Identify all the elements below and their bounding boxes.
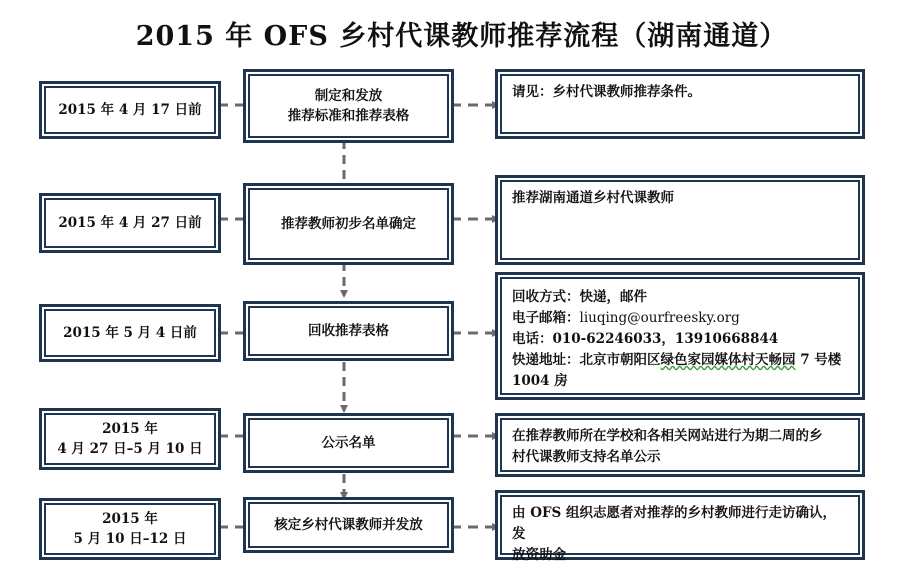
note-text: 请见：乡村代课教师推荐条件。 — [512, 84, 701, 100]
step-text: 核定乡村代课教师并发放 — [274, 517, 423, 533]
date-text: 2015 年 5 月 4 日前 — [63, 325, 197, 341]
date-text: 2015 年 — [102, 421, 158, 437]
date-box-4 — [44, 413, 216, 465]
note-box-1 — [500, 74, 860, 134]
note-box-2 — [500, 180, 860, 260]
email-label: 电子邮箱： — [512, 310, 580, 326]
date-text: 4 月 27 日–5 月 10 日 — [57, 441, 203, 457]
address-tail: 7 号楼 — [795, 352, 842, 368]
note-text: 由 OFS 组织志愿者对推荐的乡村教师进行走访确认，发 — [512, 505, 836, 542]
date-box-5 — [44, 503, 216, 555]
address-room: 1004 房 — [512, 373, 568, 389]
contact-box — [500, 277, 860, 395]
note-text: 推荐湖南通道乡村代课教师 — [512, 190, 674, 206]
date-text: 2015 年 4 月 27 日前 — [58, 215, 202, 231]
step-box-3 — [248, 306, 449, 356]
date-box-3 — [44, 309, 216, 357]
step-box-2 — [248, 188, 449, 260]
date-box-2 — [44, 198, 216, 248]
address-label: 快递地址：北京市朝阳区 — [512, 352, 661, 368]
email-address: liuqing@ourfreesky.org — [579, 310, 740, 326]
date-text: 2015 年 4 月 17 日前 — [58, 102, 202, 118]
date-box-1 — [44, 86, 216, 134]
step-text: 制定和发放 — [314, 88, 383, 104]
page-title: 2015 年 OFS 乡村代课教师推荐流程（湖南通道） — [135, 21, 788, 52]
note-box-5 — [500, 495, 860, 563]
date-text: 5 月 10 日–12 日 — [73, 531, 187, 547]
email-line — [512, 308, 848, 329]
step-text: 回收推荐表格 — [308, 323, 389, 339]
address-underlined: 绿色家园媒体村天畅园 — [660, 352, 796, 368]
note-box-4 — [500, 418, 860, 472]
phone-line: 电话：010-62246033，13910668844 — [512, 331, 779, 347]
note-text: 在推荐教师所在学校和各相关网站进行为期二周的乡 — [512, 428, 823, 444]
step-box-5 — [248, 502, 449, 548]
step-text: 推荐标准和推荐表格 — [287, 108, 410, 124]
note-text: 村代课教师支持名单公示 — [512, 449, 661, 465]
date-text: 2015 年 — [102, 511, 158, 527]
note-text: 放资助金 — [512, 547, 566, 563]
address-line — [512, 350, 848, 371]
step-box-4 — [248, 418, 449, 468]
collection-method: 回收方式：快递，邮件 — [512, 289, 647, 305]
step-box-1 — [248, 74, 449, 138]
step-text: 推荐教师初步名单确定 — [281, 216, 416, 232]
step-text: 公示名单 — [321, 435, 376, 451]
